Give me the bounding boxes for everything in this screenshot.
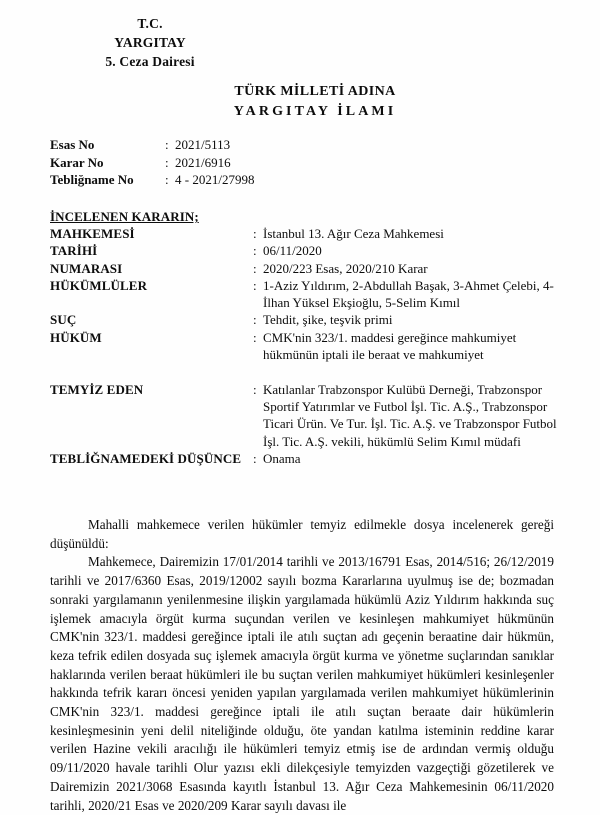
detail-value-tebligname-dusunce: Onama	[263, 450, 301, 466]
case-number-text-esas: 2021/5113	[175, 137, 231, 152]
case-number-text-karar: 2021/6916	[175, 154, 231, 170]
detail-value-mahkemesi: İstanbul 13. Ağır Ceza Mahkemesi	[263, 226, 444, 241]
detail-label-hukum: HÜKÜM	[50, 329, 102, 345]
detail-row-hukumluler	[50, 277, 560, 312]
letterhead-line-court: YARGITAY	[114, 35, 186, 50]
colon-separator: :	[253, 277, 257, 293]
colon-separator: :	[253, 329, 257, 345]
case-number-row-tebligname	[50, 171, 254, 189]
colon-separator: :	[165, 137, 169, 152]
colon-separator: :	[253, 381, 257, 397]
detail-label-tarihi: TARİHİ	[50, 243, 98, 259]
decision-body	[50, 516, 554, 815]
detail-value-tarihi: 06/11/2020	[263, 243, 322, 259]
letterhead-line-chamber: 5. Ceza Dairesi	[105, 54, 195, 69]
case-number-label-tebligname: Tebliğname No	[50, 172, 134, 187]
case-number-value-tebligname	[165, 171, 254, 189]
detail-label-numarasi: NUMARASI	[50, 260, 123, 276]
detail-label-hukumluler: HÜKÜMLÜLER	[50, 277, 148, 293]
examined-decision-heading-wrap	[50, 208, 560, 225]
detail-label-mahkemesi: MAHKEMESİ	[50, 226, 135, 241]
case-number-value-karar	[165, 154, 231, 172]
detail-value-suc: Tehdit, şike, teşvik primi	[263, 312, 393, 328]
case-number-label-karar: Karar No	[50, 154, 104, 170]
colon-separator: :	[165, 154, 169, 170]
detail-spacer	[50, 363, 560, 380]
colon-separator: :	[165, 172, 169, 187]
national-title-line-2: YARGITAY İLAMI	[233, 104, 397, 119]
detail-row-mahkemesi	[50, 225, 560, 242]
detail-label-tebligname-dusunce: TEBLİĞNAMEDEKİ DÜŞÜNCE	[50, 450, 242, 466]
letterhead	[0, 14, 300, 71]
detail-row-temyiz-eden	[50, 381, 560, 450]
case-number-label-esas: Esas No	[50, 137, 95, 152]
detail-row-tarihi	[50, 242, 560, 259]
national-title	[150, 82, 480, 122]
detail-row-hukum	[50, 329, 560, 364]
detail-row-suc	[50, 311, 560, 328]
case-number-row-karar	[50, 154, 254, 172]
body-paragraph-2: Mahkemece, Dairemizin 17/01/2014 tarihli ve 2013/16791 Esas, 2014/516; 26/12/2019 tarihli ve 2017/6360 Esas, 2019/12002 sayılı bozma Kararlarına uyulmuş ise de; bozmadan sonraki yargılamanın yenilenmesine ilişkin yargılamada hükümlü Aziz Yıldırım hakkında suç işlemek amacıyla örgüt kurma suçundan verilen ve kesinleşen mahkumiyet hükmünün CMK'nin 323/1. maddesi gereğince iptali ile atılı suçtan adı geçenin beraatine dair hükmün, keza tefrik edilen dosyada suç işlemek amacıyla örgüt kurma ve yönetme suçlarından sanıklar haklarında verilen beraat hükümleri ile bu suçtan verilen mahkumiyet hükümleri kesinleşenler hakkında tefrik kararı öncesi yeniden yapılan yargılamada verilen mahkumiyet hükümlerinin CMK'nin 323/1. maddesi gereğince iptali ile atılı suçtan beraate dair hükümlerin kesinleşmesinin yeni delil niteliğinde olduğu, öte yandan katılma isteminin reddine karar verilen Hazine vekili aracılığı ile hükümleri temyiz etmiş ise de ardından vermiş olduğu 09/11/2020 havale tarihli Olur yazısı ekli dilekçesiyle temyizden vazgeçtiği gözetilerek ve Dairemizin 2021/3068 Esasında kayıtlı İstanbul 13. Ağır Ceza Mahkemesinin 06/11/2020 tarihli, 2020/21 Esas ve 2020/209 Karar sayılı davası ile	[50, 554, 554, 813]
national-title-line-1: TÜRK MİLLETİ ADINA	[234, 84, 396, 99]
detail-label-suc: SUÇ	[50, 312, 77, 328]
colon-separator: :	[253, 312, 257, 328]
examined-decision-block	[50, 208, 560, 467]
detail-value-numarasi: 2020/223 Esas, 2020/210 Karar	[263, 260, 428, 276]
colon-separator: :	[253, 450, 257, 466]
detail-value-temyiz-eden: Katılanlar Trabzonspor Kulübü Derneği, Trabzonspor Sportif Yatırımlar ve Futbol İşl. Tic. A.Ş., Trabzonspor Ticari Ürün. Ve Tur. İşl. Tic. A.Ş. ve Trabzonspor Futbol İşl. Tic. A.Ş. vekili, hükümlü Selim Kımıl müdafi	[263, 381, 557, 449]
examined-decision-heading: İNCELENEN KARARIN;	[50, 209, 199, 224]
detail-value-hukum: CMK'nin 323/1. maddesi gereğince mahkumiyet hükmünün iptali ile beraat ve mahkumiyet	[263, 329, 517, 363]
body-paragraph-1: Mahalli mahkemece verilen hükümler temyiz edilmekle dosya incelenerek gereği düşünüldü:	[50, 517, 554, 551]
colon-separator: :	[253, 243, 257, 259]
detail-row-tebligname-dusunce	[50, 450, 560, 467]
colon-separator: :	[253, 260, 257, 276]
case-number-row-esas	[50, 136, 254, 154]
detail-value-hukumluler: 1-Aziz Yıldırım, 2-Abdullah Başak, 3-Ahmet Çelebi, 4-İlhan Yüksel Ekşioğlu, 5-Selim Kımıl	[263, 277, 554, 311]
detail-label-temyiz-eden: TEMYİZ EDEN	[50, 381, 144, 397]
colon-separator: :	[253, 226, 257, 241]
case-number-block	[50, 136, 254, 189]
detail-row-numarasi	[50, 260, 560, 277]
case-number-text-tebligname: 4 - 2021/27998	[175, 172, 255, 187]
letterhead-line-tc: T.C.	[137, 16, 163, 31]
case-number-value-esas	[165, 136, 230, 154]
